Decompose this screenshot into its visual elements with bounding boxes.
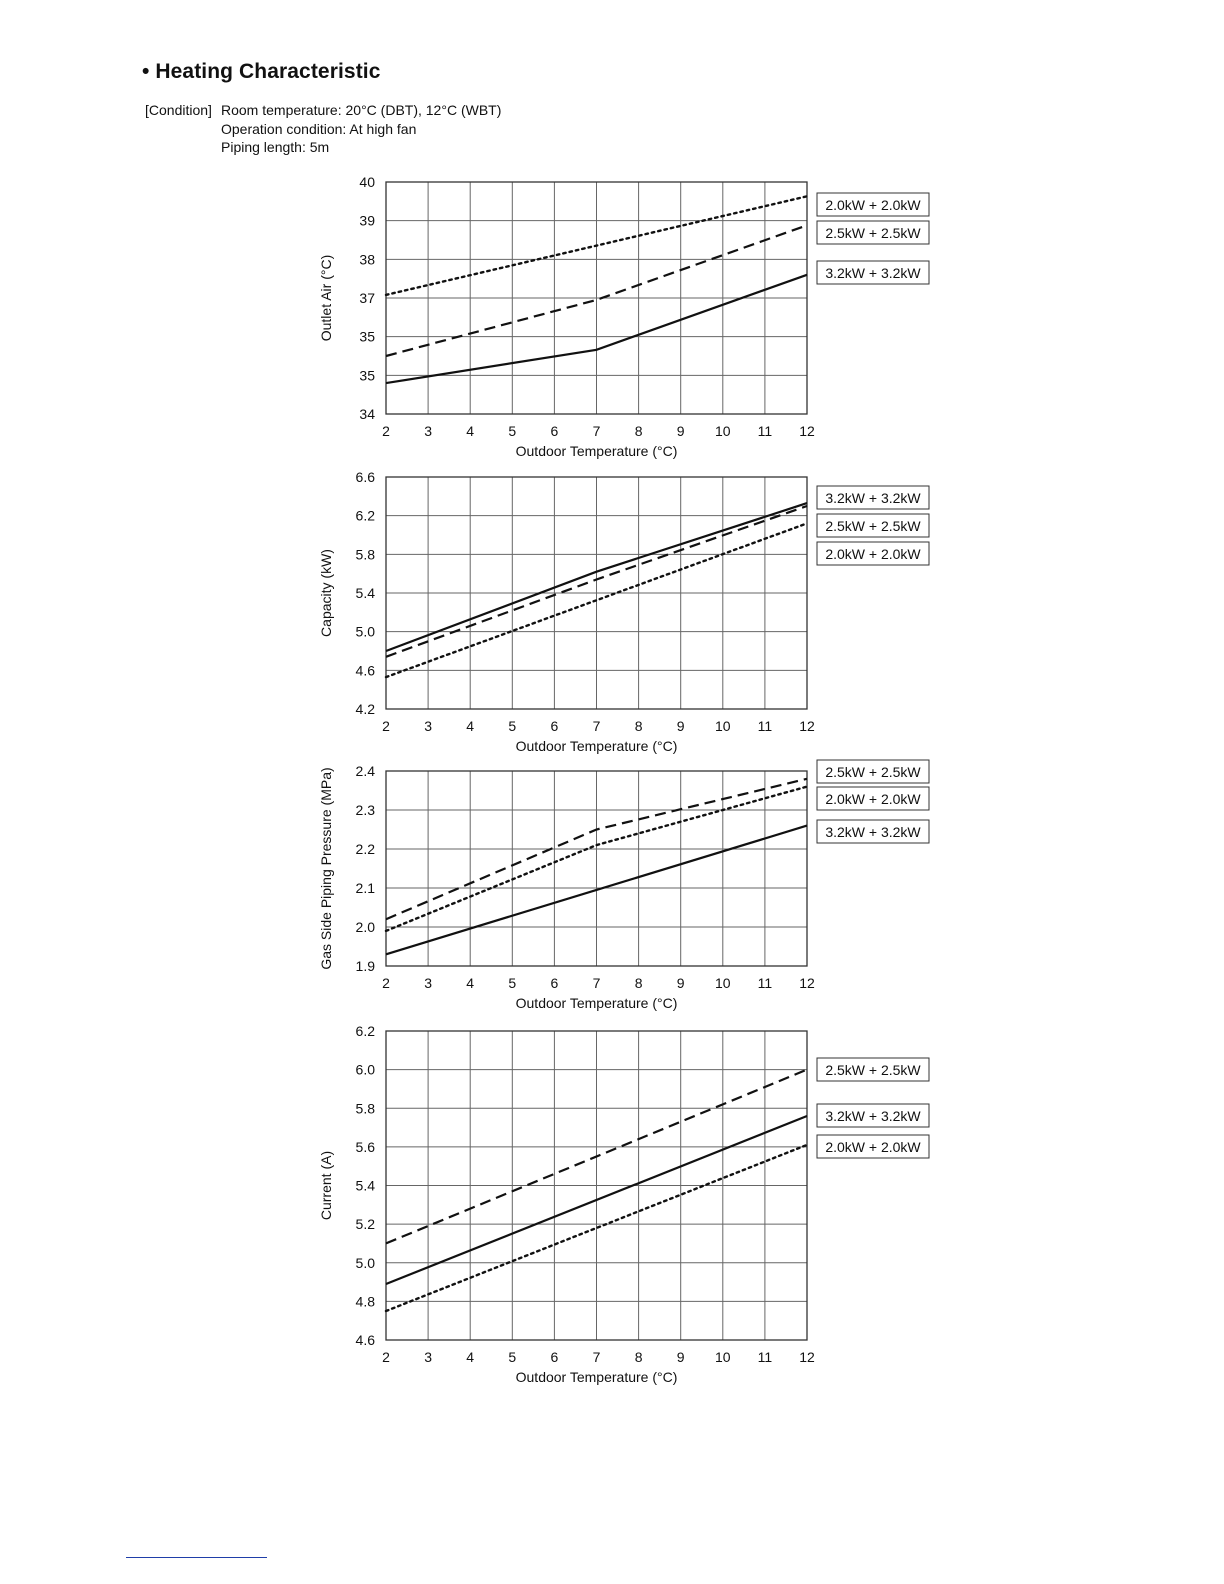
- y-tick-label: 4.6: [355, 1332, 375, 1348]
- x-axis-label: Outdoor Temperature (°C): [515, 1369, 678, 1385]
- y-tick-label: 2.0: [355, 919, 375, 935]
- y-tick-label: 6.6: [355, 469, 375, 485]
- x-tick-label: 7: [592, 975, 601, 991]
- x-tick-label: 4: [466, 1349, 475, 1365]
- condition-line-room-temperature: Room temperature: 20°C (DBT), 12°C (WBT): [221, 102, 502, 118]
- x-tick-label: 8: [634, 718, 643, 734]
- x-tick-label: 12: [799, 1349, 815, 1365]
- x-tick-label: 11: [757, 1349, 773, 1365]
- chart-2: [318, 469, 929, 754]
- y-tick-label: 2.4: [355, 763, 375, 779]
- x-tick-label: 2: [382, 423, 390, 439]
- y-tick-label: 38: [359, 251, 375, 268]
- x-tick-label: 12: [799, 975, 815, 991]
- x-axis-label: Outdoor Temperature (°C): [515, 443, 678, 459]
- y-tick-label: 35: [359, 367, 375, 384]
- legend-label: 3.2kW + 3.2kW: [825, 490, 921, 506]
- y-tick-label: 2.3: [355, 802, 375, 818]
- condition-line-piping: Piping length: 5m: [221, 139, 330, 155]
- x-tick-label: 8: [634, 975, 643, 991]
- x-tick-label: 10: [715, 1349, 731, 1365]
- x-tick-label: 6: [550, 423, 559, 439]
- legend-label: 2.5kW + 2.5kW: [825, 225, 921, 241]
- x-tick-label: 12: [799, 423, 815, 439]
- x-tick-label: 2: [382, 975, 390, 991]
- y-axis-label: Current (A): [318, 1150, 334, 1221]
- y-tick-label: 5.4: [355, 1177, 375, 1194]
- y-tick-label: 6.2: [355, 507, 375, 524]
- y-tick-label: 5.8: [355, 546, 375, 563]
- y-tick-label: 5.0: [355, 623, 375, 640]
- x-tick-label: 7: [592, 718, 601, 734]
- y-tick-label: 6.2: [355, 1023, 375, 1039]
- y-tick-label: 4.2: [355, 701, 375, 717]
- x-tick-label: 3: [424, 423, 432, 439]
- y-tick-label: 5.0: [355, 1254, 375, 1271]
- x-tick-label: 10: [715, 718, 731, 734]
- x-tick-label: 7: [592, 423, 601, 439]
- x-tick-label: 2: [382, 718, 390, 734]
- condition-line-operation: Operation condition: At high fan: [221, 120, 417, 137]
- y-tick-label: 2.1: [355, 880, 375, 896]
- legend-label: 3.2kW + 3.2kW: [825, 824, 921, 840]
- x-tick-label: 8: [634, 1349, 643, 1365]
- chart-4: [318, 1023, 929, 1385]
- y-tick-label: 35: [359, 328, 375, 345]
- x-tick-label: 4: [466, 423, 475, 439]
- y-tick-label: 1.9: [355, 958, 375, 974]
- y-tick-label: 2.2: [355, 841, 375, 857]
- x-tick-label: 6: [550, 1349, 559, 1365]
- legend-label: 3.2kW + 3.2kW: [825, 1108, 921, 1124]
- legend-label: 2.5kW + 2.5kW: [825, 1062, 921, 1078]
- x-tick-label: 5: [508, 718, 517, 734]
- y-tick-label: 5.6: [355, 1138, 375, 1155]
- x-tick-label: 5: [508, 975, 517, 991]
- condition-label: [Condition]: [145, 102, 212, 118]
- x-tick-label: 9: [676, 1349, 685, 1365]
- footer-rule: [126, 1557, 267, 1558]
- x-tick-label: 3: [424, 1349, 432, 1365]
- y-tick-label: 40: [359, 174, 375, 190]
- y-tick-label: 37: [359, 290, 375, 306]
- x-tick-label: 7: [592, 1349, 601, 1365]
- legend-label: 3.2kW + 3.2kW: [825, 265, 921, 281]
- y-tick-label: 5.4: [355, 585, 375, 601]
- y-tick-label: 6.0: [355, 1061, 375, 1078]
- y-axis-label: Gas Side Piping Pressure (MPa): [318, 767, 334, 970]
- x-tick-label: 6: [550, 975, 559, 991]
- y-tick-label: 5.8: [355, 1100, 375, 1117]
- x-tick-label: 11: [757, 718, 773, 734]
- x-axis-label: Outdoor Temperature (°C): [515, 995, 678, 1011]
- y-tick-label: 4.8: [355, 1293, 375, 1310]
- x-tick-label: 5: [508, 423, 517, 439]
- x-tick-label: 2: [382, 1349, 390, 1365]
- y-axis-label: Capacity (kW): [318, 549, 334, 637]
- x-tick-label: 9: [676, 975, 685, 991]
- legend-label: 2.0kW + 2.0kW: [825, 546, 921, 562]
- legend-label: 2.0kW + 2.0kW: [825, 791, 921, 807]
- x-tick-label: 4: [466, 975, 475, 991]
- chart-1: [318, 174, 929, 459]
- page-title: • Heating Characteristic: [142, 60, 381, 83]
- x-tick-label: 12: [799, 718, 815, 734]
- y-tick-label: 5.2: [355, 1216, 375, 1233]
- chart-3: [318, 760, 929, 1011]
- legend-label: 2.0kW + 2.0kW: [825, 1139, 921, 1155]
- legend-label: 2.5kW + 2.5kW: [825, 518, 921, 534]
- x-tick-label: 10: [715, 975, 731, 991]
- y-tick-label: 4.6: [355, 662, 375, 679]
- x-tick-label: 11: [757, 975, 773, 991]
- x-tick-label: 9: [676, 718, 685, 734]
- y-axis-label: Outlet Air (°C): [318, 254, 334, 342]
- x-tick-label: 3: [424, 975, 432, 991]
- legend-label: 2.0kW + 2.0kW: [825, 197, 921, 213]
- y-tick-label: 34: [359, 406, 375, 422]
- y-tick-label: 39: [359, 212, 375, 229]
- x-tick-label: 5: [508, 1349, 517, 1365]
- x-tick-label: 11: [757, 423, 773, 439]
- legend-label: 2.5kW + 2.5kW: [825, 764, 921, 780]
- x-tick-label: 4: [466, 718, 475, 734]
- x-tick-label: 6: [550, 718, 559, 734]
- x-tick-label: 3: [424, 718, 432, 734]
- x-axis-label: Outdoor Temperature (°C): [515, 738, 678, 754]
- x-tick-label: 9: [676, 423, 685, 439]
- x-tick-label: 10: [715, 423, 731, 439]
- x-tick-label: 8: [634, 423, 643, 439]
